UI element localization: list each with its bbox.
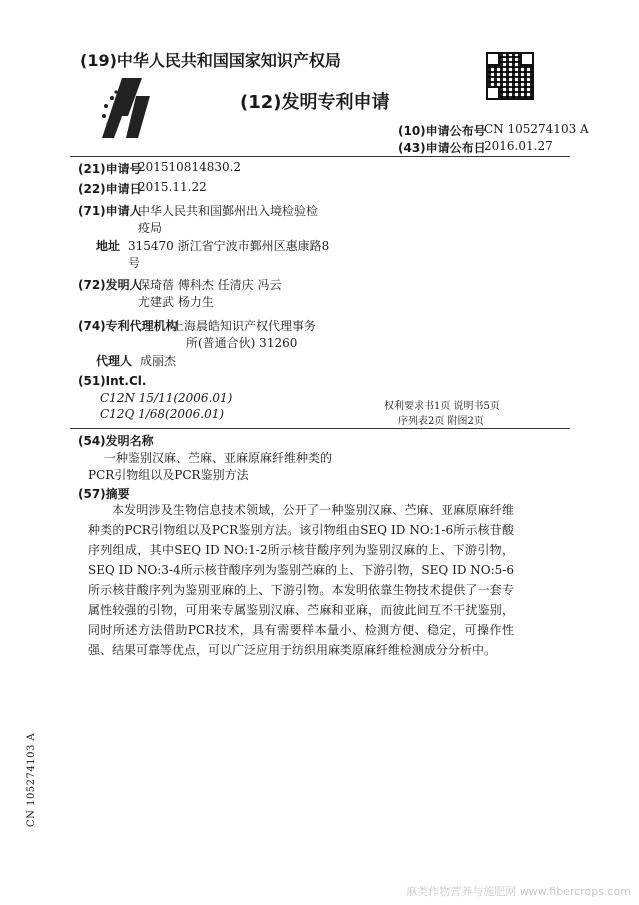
int-cl-entry-2: C12Q 1/68(2006.01) <box>100 407 225 421</box>
applicant-line-1: 中华人民共和国鄞州出入境检验检 <box>138 204 319 218</box>
agency-line-2: 所(普通合伙) 31260 <box>186 336 298 350</box>
document-type-title: (12)发明专利申请 <box>240 92 390 113</box>
agent-value: 成丽杰 <box>140 354 177 368</box>
publication-date-label: (43)申请公布日 <box>398 141 486 155</box>
address-line-1: 315470 浙江省宁波市鄞州区惠康路8 <box>128 239 330 253</box>
agent-label: 代理人 <box>96 354 133 368</box>
agency-label: (74)专利代理机构 <box>78 319 178 333</box>
inventor-label: (72)发明人 <box>78 278 142 292</box>
application-date-value: 2015.11.22 <box>138 180 207 194</box>
page-count-line-1: 权利要求书1页 说明书5页 <box>384 401 500 412</box>
applicant-line-2: 疫局 <box>138 221 163 235</box>
int-cl-label: (51)Int.Cl. <box>78 374 147 388</box>
publication-number-value: CN 105274103 A <box>484 122 589 136</box>
int-cl-entry-1: C12N 15/11(2006.01) <box>100 391 233 405</box>
site-watermark: 麻类作物营养与施肥网 www.fibercrops.com <box>406 885 631 898</box>
abstract-text: 本发明涉及生物信息技术领域，公开了一种鉴别汉麻、苎麻、亚麻原麻纤维种类的PCR引物组以及PCR鉴别方法。该引物组由SEQ ID NO:1-6所示核苷酸序列组成，其中SEQ ID NO:1-2所示核苷酸序列为鉴别汉麻的上、下游引物，SEQ ID NO:3-4所示核苷酸序列为鉴别苎麻的上、下游引物，SEQ ID NO:5-6所示核苷酸序列为鉴别亚麻的上、下游引物。本发明依靠生物技术提供了一套专属性较强的引物，可用来专属鉴别汉麻、苎麻和亚麻，而彼此间互不干扰鉴别，同时所述方法借助PCR技术，具有需要样本量小、检测方便、稳定，可操作性强、结果可靠等优点，可以广泛应用于纺织用麻类原麻纤维检测成分分析中。 <box>88 503 514 657</box>
inventor-line-1: 保琦蓓 傅科杰 任清庆 冯云 <box>138 278 282 292</box>
biblio-divider <box>70 428 570 429</box>
side-publication-number: CN 105274103 A <box>26 732 37 827</box>
qr-code-icon <box>486 52 534 100</box>
page-count-line-2: 序列表2页 附图2页 <box>398 416 484 427</box>
publication-number-label: (10)申请公布号 <box>398 124 486 138</box>
agency-line-1: 上海晨皓知识产权代理事务 <box>172 319 317 333</box>
header-divider <box>70 156 570 157</box>
invention-title-line-2: PCR引物组以及PCR鉴别方法 <box>88 468 249 482</box>
address-label: 地址 <box>96 239 121 253</box>
applicant-label: (71)申请人 <box>78 204 142 218</box>
application-number-label: (21)申请号 <box>78 162 142 176</box>
application-number-value: 201510814830.2 <box>138 160 242 174</box>
publication-date-value: 2016.01.27 <box>484 139 553 153</box>
address-line-2: 号 <box>128 256 141 270</box>
application-date-label: (22)申请日 <box>78 182 142 196</box>
invention-title-line-1: 一种鉴别汉麻、苎麻、亚麻原麻纤维种类的 <box>104 451 333 465</box>
patent-office-title: (19)中华人民共和国国家知识产权局 <box>80 51 341 70</box>
invention-title-label: (54)发明名称 <box>78 434 154 448</box>
abstract-label: (57)摘要 <box>78 487 130 501</box>
patent-office-emblem-icon <box>92 72 160 144</box>
inventor-line-2: 尤建武 杨力生 <box>138 295 214 309</box>
